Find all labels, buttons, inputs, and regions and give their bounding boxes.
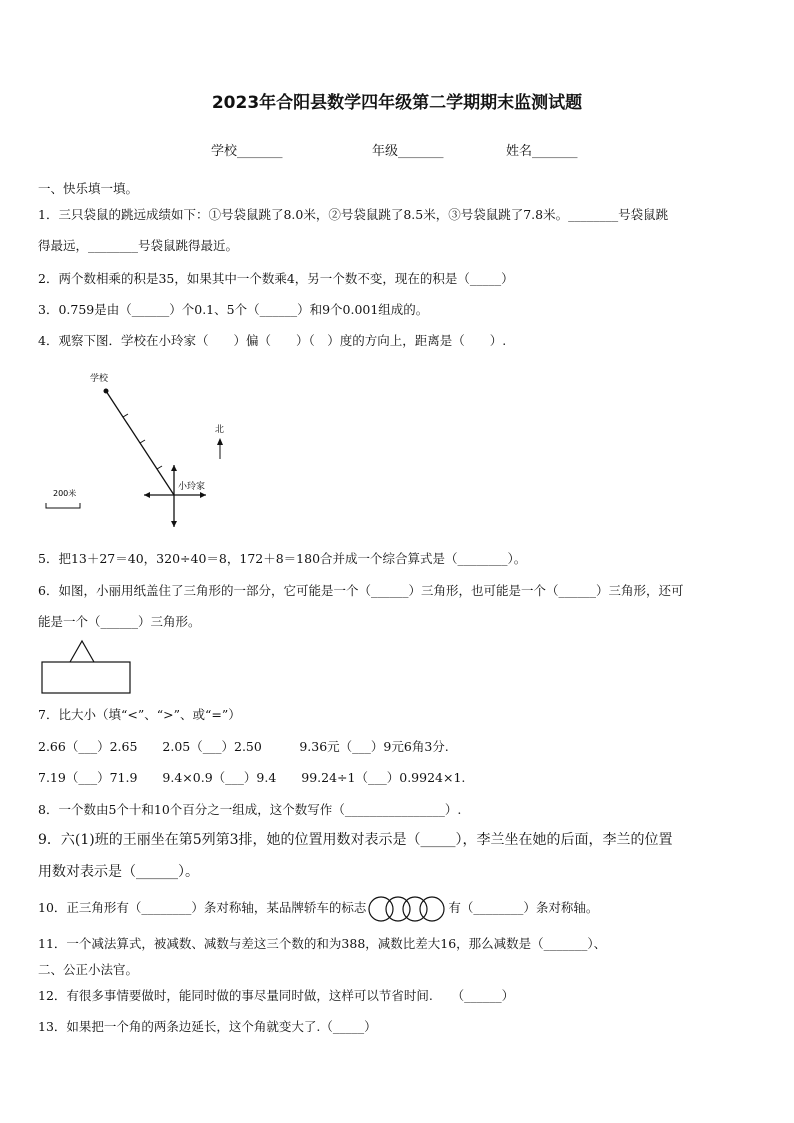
question-6-line-1: 6．如图，小丽用纸盖住了三角形的一部分，它可能是一个（______）三角形，也可能是一个（______）三角形，还可 bbox=[38, 583, 684, 598]
question-3: 3．0.759是由（______）个0.1、5个（______）和9个0.001组成的。 bbox=[38, 302, 429, 317]
grade-field: 年级_______ bbox=[372, 144, 444, 159]
question-11: 11．一个减法算式，被减数、减数与差这三个数的和为388，减数比差大16，那么减数是（_______）、 bbox=[38, 936, 607, 951]
school-label: 学校 bbox=[90, 374, 109, 384]
car-logo-rings bbox=[366, 895, 448, 923]
question-13: 13．如果把一个角的两条边延长，这个角就变大了.（_____） bbox=[38, 1019, 377, 1034]
question-4: 4．观察下图．学校在小玲家（ ）偏（ ）（ ）度的方向上，距离是（ ）. bbox=[38, 333, 507, 348]
name-field: 姓名_______ bbox=[506, 144, 578, 159]
section-2-heading: 二、公正小法官。 bbox=[38, 962, 139, 977]
question-8: 8．一个数由5个十和10个百分之一组成，这个数写作（________________）. bbox=[38, 802, 462, 817]
question-7: 7．比大小（填“<”、“>”、或“=”） bbox=[38, 707, 241, 722]
east-arrow bbox=[200, 492, 206, 498]
question-12: 12．有很多事情要做时，能同时做的事尽量同时做，这样可以节省时间. （______） bbox=[38, 988, 515, 1003]
question-5: 5．把13＋27＝40，320÷40＝8，172＋8＝180合并成一个综合算式是（________）。 bbox=[38, 551, 527, 566]
north-label: 北 bbox=[215, 425, 225, 435]
scale-label: 200米 bbox=[53, 489, 77, 498]
south-arrow bbox=[171, 521, 177, 527]
page-title: 2023年合阳县数学四年级第二学期期末监测试题 bbox=[211, 93, 583, 113]
question-10 bbox=[38, 899, 758, 917]
question-9-line-2: 用数对表示是（______）。 bbox=[38, 864, 199, 880]
north-arrow bbox=[171, 465, 177, 471]
home-label: 小玲家 bbox=[178, 482, 206, 492]
north-indicator-arrow bbox=[217, 438, 223, 445]
question-6-line-2: 能是一个（______）三角形。 bbox=[38, 614, 201, 629]
tick-3 bbox=[157, 466, 162, 469]
question-1-line-2: 得最远，________号袋鼠跳得最近。 bbox=[38, 238, 239, 253]
paper-cover-rectangle bbox=[42, 662, 130, 693]
question-7-row-1: 2.66（___）2.65 2.05（___）2.50 9.36元（___）9元6角3分. bbox=[38, 739, 449, 754]
tick-1 bbox=[123, 414, 128, 417]
school-field: 学校_______ bbox=[211, 144, 283, 159]
triangle-tip bbox=[70, 641, 94, 662]
question-10-part-2: 有（________）条对称轴。 bbox=[448, 900, 599, 915]
question-2: 2．两个数相乘的积是35，如果其中一个数乘4，另一个数不变，现在的积是（_____） bbox=[38, 271, 514, 286]
question-1-line-1: 1．三只袋鼠的跳远成绩如下：①号袋鼠跳了8.0米，②号袋鼠跳了8.5米，③号袋鼠跳了7.8米。________号袋鼠跳 bbox=[38, 207, 669, 222]
direction-figure bbox=[40, 365, 250, 535]
west-arrow bbox=[144, 492, 150, 498]
scale-bar bbox=[46, 503, 80, 508]
tick-2 bbox=[140, 440, 145, 443]
question-9-line-1: 9．六(1)班的王丽坐在第5列第3排，她的位置用数对表示是（_____），李兰坐在她的后面，李兰的位置 bbox=[38, 832, 673, 848]
section-1-heading: 一、快乐填一填。 bbox=[38, 181, 139, 196]
ring-4 bbox=[420, 897, 444, 921]
covered-triangle-figure bbox=[40, 638, 134, 696]
question-7-row-2: 7.19（___）71.9 9.4×0.9（___）9.4 99.24÷1（___）0.9924×1. bbox=[38, 770, 466, 785]
question-10-part-1: 10．正三角形有（________）条对称轴，某品牌轿车的标志 bbox=[38, 900, 367, 915]
